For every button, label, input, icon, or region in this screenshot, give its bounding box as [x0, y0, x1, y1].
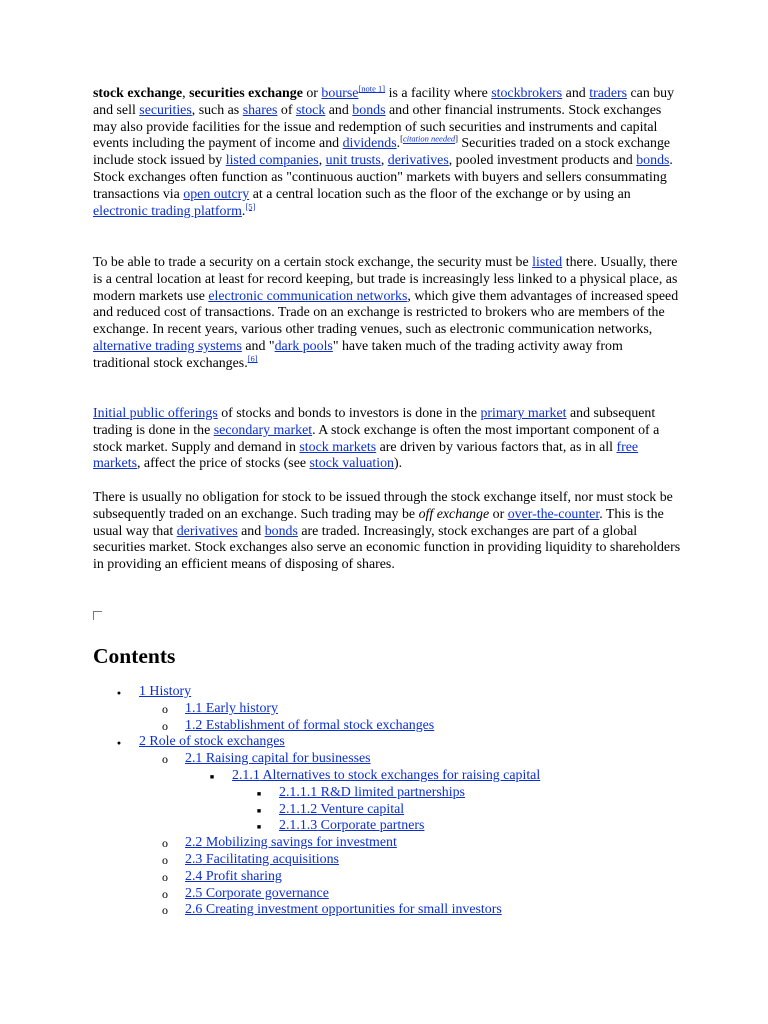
toc-item — [0, 818, 768, 835]
toc-label: Role of stock exchanges — [145, 734, 285, 750]
link-bonds-3[interactable]: bonds — [264, 523, 298, 539]
toc-link-raising-capital[interactable] — [185, 751, 371, 768]
toc-label: Corporate partners — [317, 818, 425, 834]
toc-number: 2.3 — [185, 851, 203, 867]
text: , affect the price of stocks (see — [136, 456, 310, 472]
link-electronic-communication-networks[interactable]: electronic communication networks — [208, 288, 408, 304]
toc-item — [0, 701, 768, 718]
text: are driven by various factors that, as in all — [376, 439, 617, 455]
link-secondary-market[interactable]: secondary market — [213, 422, 313, 438]
text: is a facility where — [385, 86, 492, 101]
link-bonds-2[interactable]: bonds — [636, 153, 670, 169]
text: can buy and sell — [93, 86, 675, 118]
link-traders[interactable]: traders — [589, 86, 628, 101]
link-unit-trusts[interactable]: unit trusts — [325, 153, 381, 169]
toc-label: Facilitating acquisitions — [202, 851, 339, 867]
bullet-circle-icon — [158, 869, 172, 887]
link-stock-markets[interactable]: stock markets — [299, 439, 377, 455]
ipo-paragraph — [93, 406, 683, 473]
text: There is usually no obligation for stock to be issued through the stock exchange itself, nor must stock be subsequently traded on an exchange. Such trading may be — [93, 490, 673, 522]
text: To be able to trade a security on a certain stock exchange, the security must be — [93, 255, 533, 270]
text: and " — [241, 338, 275, 354]
toc-link-acquisitions[interactable] — [185, 852, 339, 869]
text: and other financial instruments. Stock exchanges may also provide facilities for the issue and redemption of such securities and instruments and capital events including the payment of income and — [93, 102, 662, 152]
text: of stocks and bonds to investors is done in the — [217, 406, 481, 421]
toc-link-venture-capital[interactable] — [279, 802, 404, 819]
text: , pooled investment products and — [448, 153, 637, 169]
toc-label: Venture capital — [317, 801, 405, 817]
toc-item — [0, 718, 768, 735]
toc-link-corporate-partners[interactable] — [279, 818, 424, 835]
toc-link-corporate-governance[interactable] — [185, 886, 329, 903]
text: are traded. Increasingly, stock exchanges are part of a global securities market. Stock exchanges also serve an economic function in providing liquidity to shareholders in providing an efficient means of disposing of shares. — [93, 523, 681, 573]
toc-label: History — [145, 684, 192, 699]
bullet-circle-icon — [158, 835, 172, 853]
link-derivatives[interactable]: derivatives — [387, 153, 449, 169]
link-initial-public-offerings[interactable]: Initial public offerings — [93, 406, 218, 421]
broken-image-icon — [93, 611, 102, 620]
toc-item — [0, 785, 768, 802]
text: , — [380, 153, 388, 169]
bullet-circle-icon — [158, 718, 172, 736]
toc-item — [0, 802, 768, 819]
text: , which give them advantages of increased speed and reduced cost of transactions. Trade on an exchange is restricted to brokers who are members of the exchange. In recent years, various other trading venues, such as electronic communication networks, — [93, 288, 679, 338]
toc-label: Corporate governance — [202, 885, 329, 901]
off-exchange-paragraph — [93, 490, 683, 574]
bullet-circle-icon — [158, 886, 172, 904]
bullet-circle-icon — [158, 751, 172, 769]
toc-item — [0, 886, 768, 903]
toc-item — [0, 835, 768, 852]
toc-item — [0, 684, 768, 701]
table-of-contents — [0, 684, 768, 919]
text: . — [396, 136, 401, 152]
bullet-square-icon — [252, 785, 266, 803]
toc-link-alternatives[interactable] — [232, 768, 540, 785]
link-dividends[interactable]: dividends — [342, 136, 397, 152]
text: . This is the usual way that — [93, 506, 664, 539]
link-stockbrokers[interactable]: stockbrokers — [491, 86, 563, 101]
footnote-5[interactable]: [5] — [245, 200, 256, 211]
toc-link-role-of-stock-exchanges[interactable] — [139, 734, 285, 751]
term-stock-exchange: stock exchange — [93, 86, 183, 101]
toc-link-formal-exchanges[interactable] — [185, 718, 434, 735]
contents-heading: Contents — [93, 644, 176, 668]
bullet-square-icon — [252, 802, 266, 820]
link-bourse[interactable]: bourse — [321, 86, 359, 101]
link-bonds[interactable]: bonds — [352, 102, 386, 118]
toc-label: Profit sharing — [202, 868, 282, 884]
toc-item — [0, 902, 768, 919]
bullet-square-icon — [252, 818, 266, 836]
link-dark-pools[interactable]: dark pools — [274, 338, 333, 354]
toc-number: 2.5 — [185, 885, 203, 901]
toc-item — [0, 734, 768, 751]
text: , — [318, 153, 326, 169]
text: or — [302, 86, 322, 101]
toc-number: 2.1.1.1 — [279, 784, 318, 800]
toc-number: 1.2 — [185, 717, 203, 733]
toc-link-small-investors[interactable] — [185, 902, 502, 919]
bracket: ] — [455, 133, 458, 144]
term-securities-exchange: securities exchange — [189, 86, 303, 101]
text: , such as — [191, 102, 243, 118]
listing-paragraph — [93, 255, 683, 373]
text: . Stock exchanges often function as "continuous auction" markets with buyers and sellers consummating transactions via — [93, 153, 673, 202]
toc-label: Establishment of formal stock exchanges — [202, 717, 435, 733]
text: , — [182, 86, 190, 101]
link-primary-market[interactable]: primary market — [480, 406, 567, 421]
footnote-note1[interactable]: [note 1] — [358, 83, 386, 94]
bullet-circle-icon — [158, 852, 172, 870]
toc-link-early-history[interactable] — [185, 701, 278, 718]
link-derivatives-2[interactable]: derivatives — [176, 523, 238, 539]
toc-label: R&D limited partnerships — [317, 784, 465, 800]
toc-link-mobilizing-savings[interactable] — [185, 835, 397, 852]
text: or — [489, 506, 508, 522]
toc-link-rd-partnerships[interactable] — [279, 785, 465, 802]
bullet-square-icon — [205, 768, 219, 786]
toc-number: 2.1.1 — [232, 767, 260, 783]
text: and — [325, 102, 353, 118]
toc-link-history[interactable] — [139, 684, 191, 701]
link-free-markets[interactable]: free markets — [93, 439, 639, 472]
toc-number: 2.6 — [185, 902, 203, 918]
text: and — [237, 523, 265, 539]
bullet-disc-icon — [112, 734, 126, 752]
text: . A stock exchange is often the most important component of a stock market. Supply and demand in — [93, 422, 660, 455]
link-over-the-counter[interactable]: over-the-counter — [507, 506, 600, 522]
toc-item — [0, 869, 768, 886]
toc-number: 2.1.1.3 — [279, 818, 318, 834]
link-stock-valuation[interactable]: stock valuation — [309, 456, 394, 472]
text: there. Usually, there is a central location at least for record keeping, but trade is increasingly less linked to a physical place, as modern markets use — [93, 255, 678, 304]
footnote-6[interactable]: [6] — [247, 353, 258, 364]
toc-item — [0, 852, 768, 869]
link-alternative-trading-systems[interactable]: alternative trading systems — [93, 338, 242, 354]
toc-label: Alternatives to stock exchanges for raising capital — [259, 767, 541, 783]
text: at a central location such as the floor of the exchange or by using an — [249, 186, 631, 202]
toc-number: 2.2 — [185, 835, 203, 851]
link-securities[interactable]: securities — [139, 102, 192, 118]
link-citation-needed[interactable]: citation needed — [402, 133, 456, 144]
bullet-circle-icon — [158, 701, 172, 719]
text: " have taken much of the trading activity away from traditional stock exchanges. — [93, 338, 623, 371]
toc-number: 2.1 — [185, 751, 203, 767]
toc-number: 1 — [139, 684, 146, 699]
bullet-circle-icon — [158, 902, 172, 920]
link-stock[interactable]: stock — [295, 102, 326, 118]
text: of — [277, 102, 296, 118]
text: Securities traded on a stock exchange include stock issued by — [93, 136, 671, 169]
toc-item — [0, 768, 768, 785]
intro-paragraph — [93, 83, 683, 220]
text: and subsequent trading is done in the — [93, 406, 656, 438]
term-off-exchange: off exchange — [418, 506, 490, 522]
toc-number: 2.4 — [185, 868, 203, 884]
toc-link-profit-sharing[interactable] — [185, 869, 282, 886]
link-open-outcry[interactable]: open outcry — [183, 186, 250, 202]
toc-item — [0, 751, 768, 768]
link-listed[interactable]: listed — [532, 255, 563, 270]
bullet-disc-icon — [112, 684, 126, 702]
toc-number: 2.1.1.2 — [279, 801, 318, 817]
toc-label: Raising capital for businesses — [202, 751, 371, 767]
toc-label: Creating investment opportunities for small investors — [202, 902, 502, 918]
toc-number: 1.1 — [185, 700, 203, 716]
link-electronic-trading-platform[interactable]: electronic trading platform — [93, 203, 242, 219]
text: ). — [394, 456, 403, 472]
text: . — [241, 203, 246, 219]
text: and — [562, 86, 590, 101]
toc-label: Mobilizing savings for investment — [202, 835, 397, 851]
link-shares[interactable]: shares — [242, 102, 278, 118]
citation-needed-tag — [400, 134, 458, 144]
link-listed-companies[interactable]: listed companies — [225, 153, 319, 169]
toc-number: 2 — [139, 734, 146, 750]
toc-label: Early history — [202, 700, 278, 716]
bracket: [ — [400, 133, 403, 144]
